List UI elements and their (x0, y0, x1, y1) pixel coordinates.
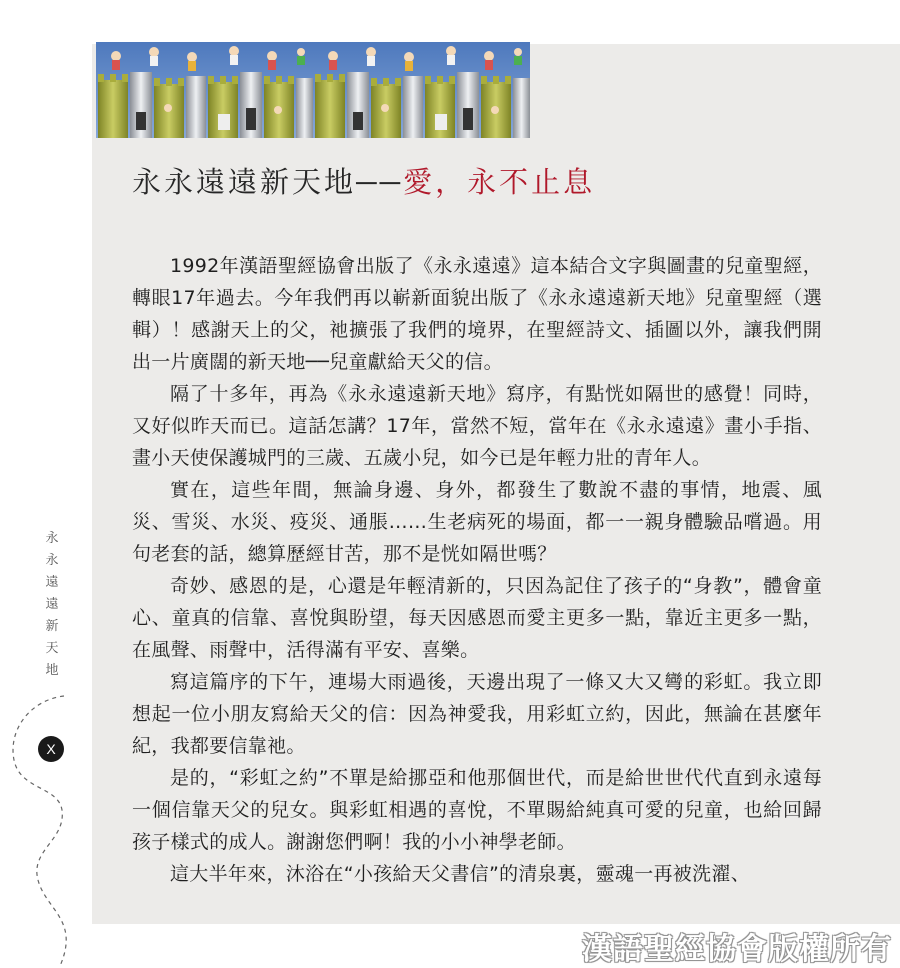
castle-banner-image (96, 42, 530, 138)
paragraph: 實在，這些年間，無論身邊、身外，都發生了數說不盡的事情，地震、風災、雪災、水災、疫災、通脹……生老病死的場面，都一一親身體驗品嚐過。用句老套的話，總算歷經甘苦，那不是恍如隔世嗎？ (132, 479, 822, 565)
preface-body (132, 250, 822, 890)
side-title-char: 地 (45, 663, 59, 678)
paragraph: 是的，“彩虹之約”不單是給挪亞和他那個世代，而是給世世代代直到永遠每一個信靠天父的兒女。與彩虹相遇的喜悅，不單賜給純真可愛的兒童，也給回歸孩子樣式的成人。謝謝您們啊！我的小小神學老師。 (132, 767, 822, 853)
paragraph: 1992年漢語聖經協會出版了《永永遠遠》這本結合文字與圖畫的兒童聖經，轉眼17年過去。今年我們再以嶄新面貌出版了《永永遠遠新天地》兒童聖經（選輯）！感謝天上的父，祂擴張了我們的境界，在聖經詩文、插圖以外，讓我們開出一片廣闊的新天地──兒童獻給天父的信。 (132, 255, 822, 373)
paragraph: 隔了十多年，再為《永永遠遠新天地》寫序，有點恍如隔世的感覺！同時，又好似昨天而已。這話怎講？17年，當然不短，當年在《永永遠遠》畫小手指、畫小天使保護城門的三歲、五歲小兒，如今已是年輕力壯的青年人。 (132, 383, 822, 469)
paragraph: 這大半年來，沐浴在“小孩給天父書信”的清泉裏，靈魂一再被洗濯、 (170, 863, 750, 885)
side-title-char: 永 (45, 531, 59, 546)
dashed-swirl-decoration (0, 690, 92, 966)
title-accent: 愛，永不止息 (403, 165, 596, 199)
page-title (132, 160, 595, 204)
side-title-char: 天 (45, 641, 59, 656)
paragraph: 寫這篇序的下午，連場大雨過後，天邊出現了一條又大又彎的彩虹。我立即想起一位小朋友寫給天父的信：因為神愛我，用彩虹立約，因此，無論在甚麼年紀，我都要信靠祂。 (132, 671, 822, 757)
side-title-char: 遠 (45, 597, 59, 612)
title-main: 永永遠遠新天地── (132, 165, 404, 199)
side-title-char: 遠 (45, 575, 59, 590)
side-title-char: 永 (45, 553, 59, 568)
side-title-char: 新 (45, 619, 59, 634)
vertical-book-title (42, 528, 62, 682)
paragraph: 奇妙、感恩的是，心還是年輕清新的，只因為記住了孩子的“身教”，體會童心、童真的信靠、喜悅與盼望，每天因感恩而愛主更多一點，靠近主更多一點，在風聲、雨聲中，活得滿有平安、喜樂。 (132, 575, 822, 661)
copyright-watermark: 漢語聖經協會版權所有 (582, 932, 892, 967)
page-number-badge: X (38, 736, 64, 762)
